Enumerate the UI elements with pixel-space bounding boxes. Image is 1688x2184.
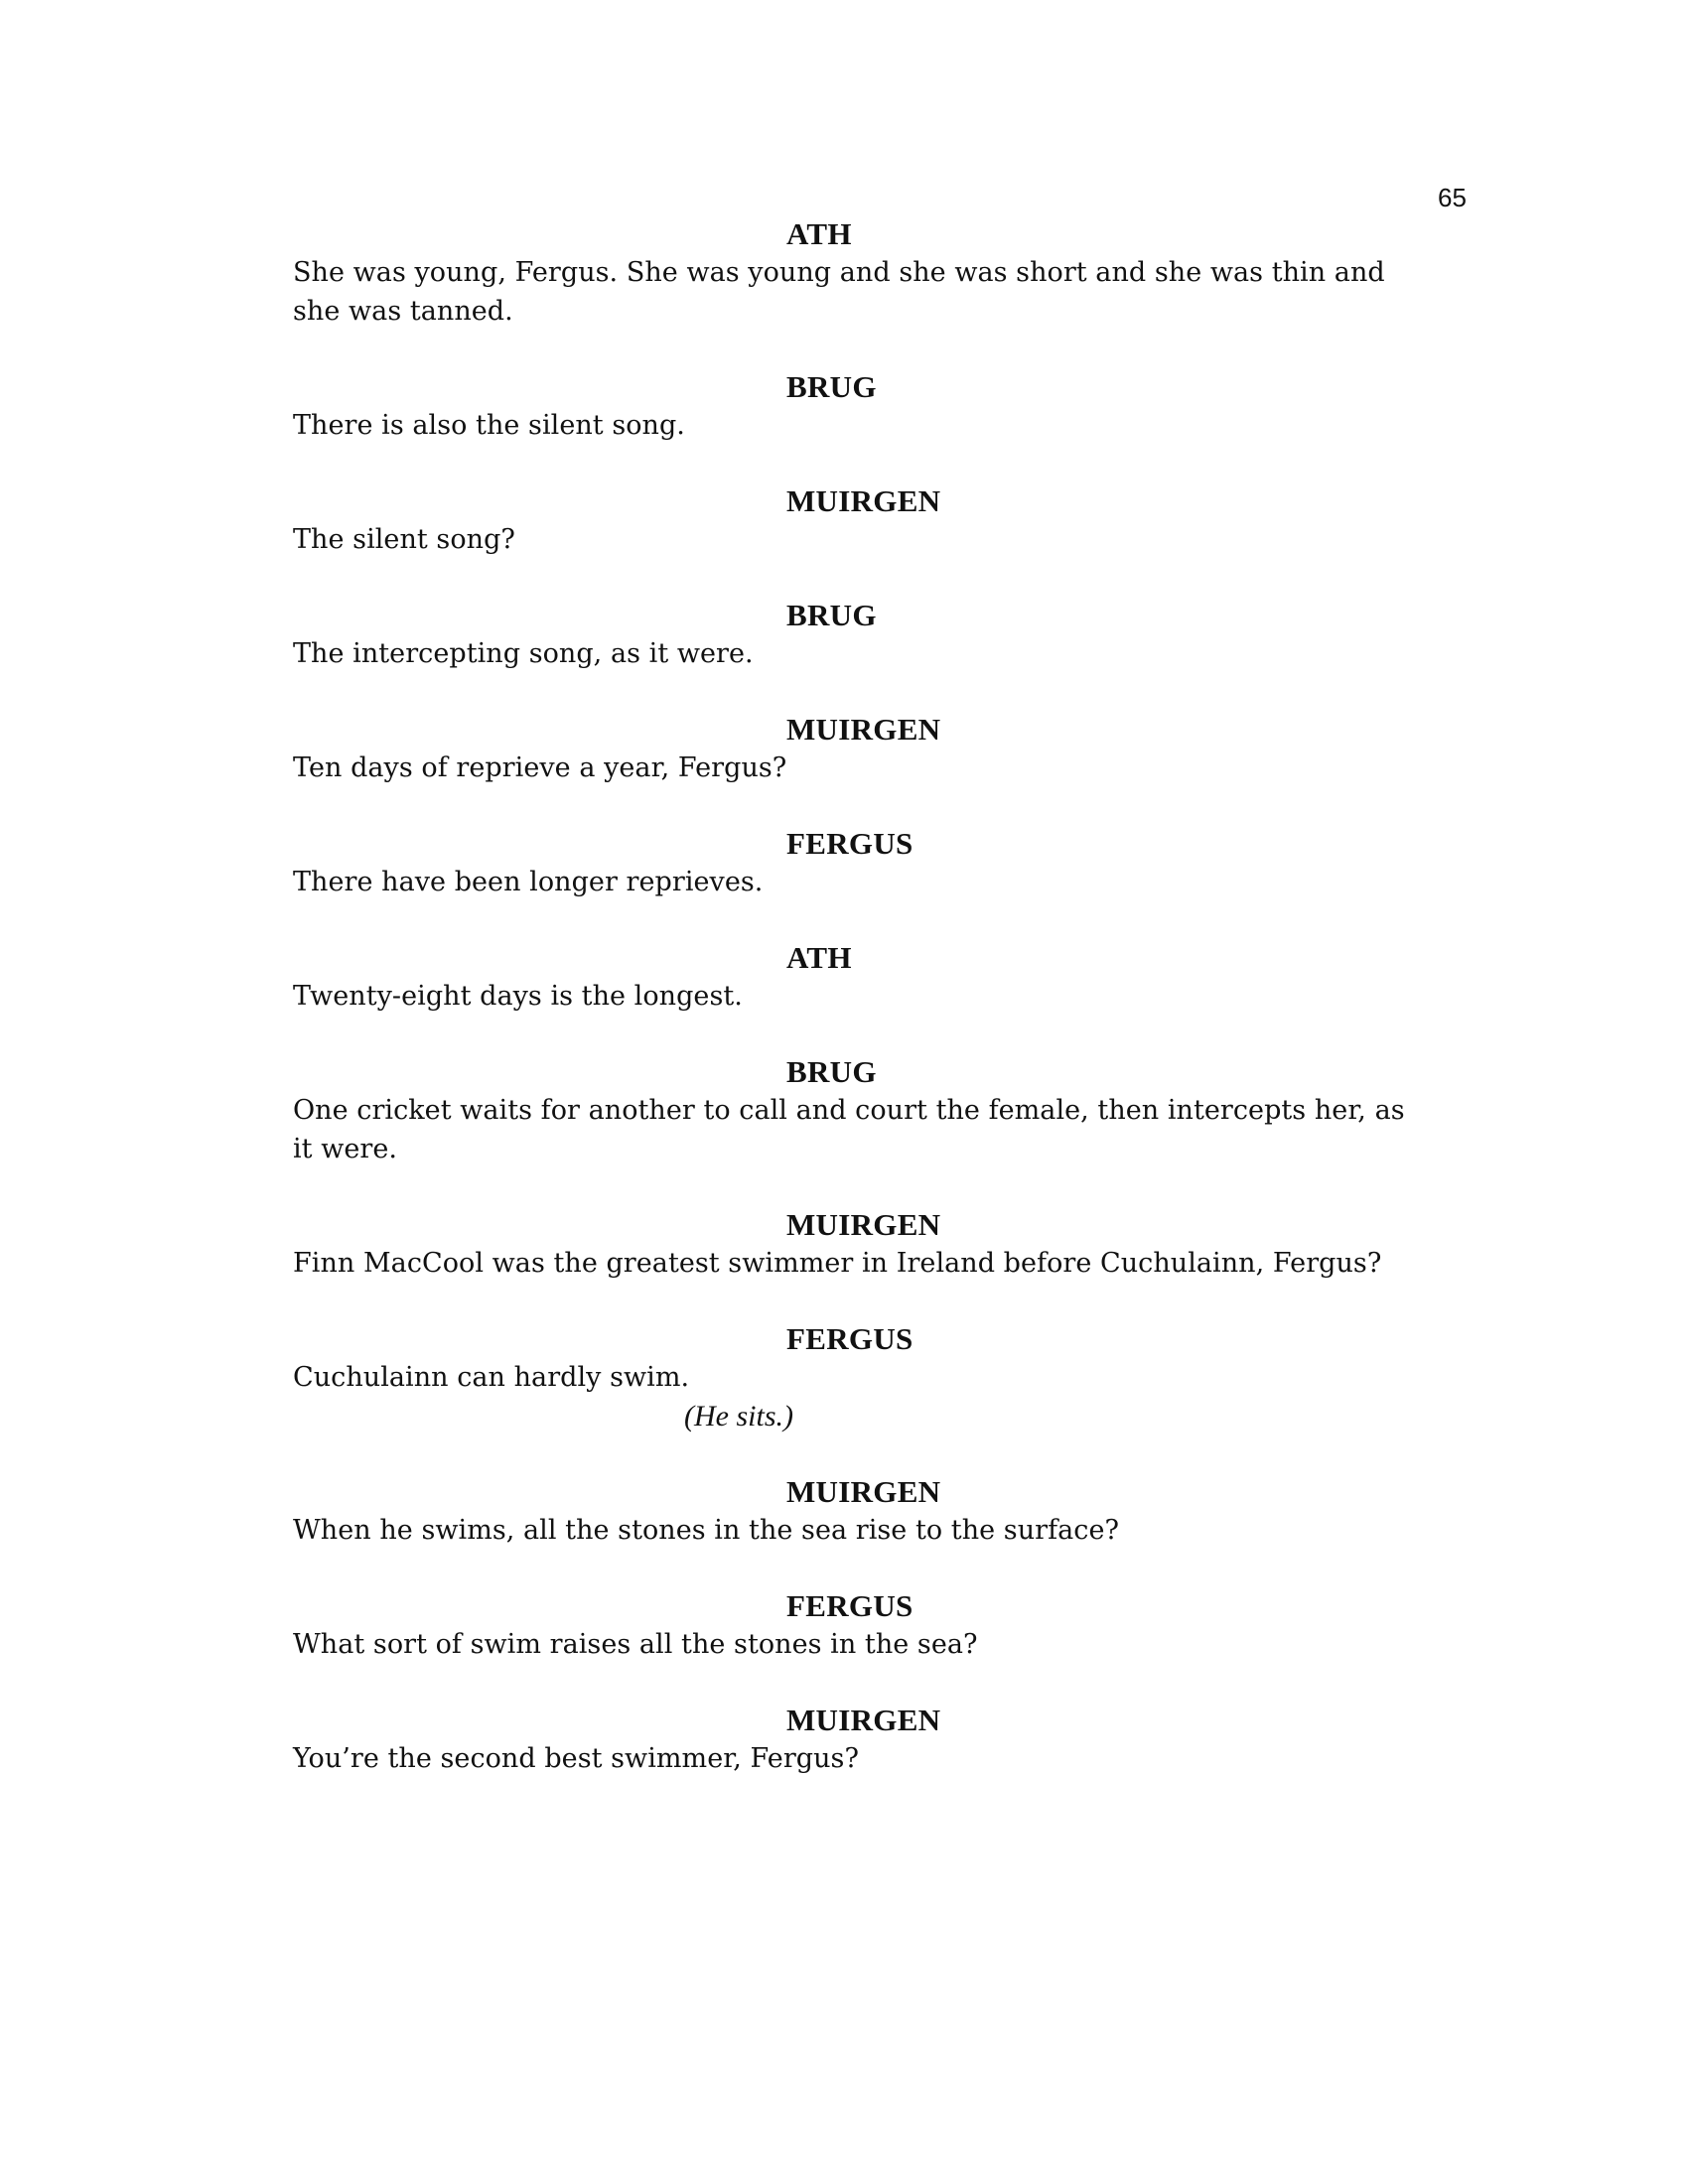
dialogue-block xyxy=(293,1472,1465,1550)
dialogue-line: You’re the second best swimmer, Fergus? xyxy=(293,1743,859,1774)
speaker-name: MUIRGEN xyxy=(786,1207,941,1242)
speaker-name: MUIRGEN xyxy=(786,1703,941,1737)
dialogue-line: Ten days of reprieve a year, Fergus? xyxy=(293,752,787,783)
speaker-name: ATH xyxy=(786,216,852,251)
speaker-name: FERGUS xyxy=(786,1588,914,1623)
speaker-name: BRUG xyxy=(786,598,877,632)
dialogue-line: The intercepting song, as it were. xyxy=(293,638,754,669)
dialogue-block xyxy=(293,1701,1465,1778)
dialogue-block xyxy=(293,1052,1465,1168)
dialogue-line: she was tanned. xyxy=(293,296,513,327)
dialogue-block xyxy=(293,214,1465,331)
dialogue-block xyxy=(293,1319,1465,1435)
speaker-name: MUIRGEN xyxy=(786,1474,941,1509)
dialogue-block xyxy=(293,1205,1465,1283)
speaker-name: ATH xyxy=(786,940,852,975)
dialogue-block xyxy=(293,710,1465,787)
stage-direction: (He sits.) xyxy=(684,1400,793,1433)
dialogue-section xyxy=(293,214,1465,1815)
speaker-name: BRUG xyxy=(786,369,877,404)
dialogue-block xyxy=(293,367,1465,445)
dialogue-line: She was young, Fergus. She was young and she was short and she was thin and xyxy=(293,257,1385,288)
dialogue-block xyxy=(293,938,1465,1016)
dialogue-block xyxy=(293,824,1465,901)
dialogue-line: What sort of swim raises all the stones in the sea? xyxy=(293,1629,978,1660)
dialogue-block xyxy=(293,1586,1465,1664)
dialogue-block xyxy=(293,596,1465,673)
dialogue-line: The silent song? xyxy=(293,524,515,555)
dialogue-line: Cuchulainn can hardly swim. xyxy=(293,1362,690,1393)
dialogue-block xyxy=(293,481,1465,559)
speaker-name: MUIRGEN xyxy=(786,712,941,747)
dialogue-line: When he swims, all the stones in the sea rise to the surface? xyxy=(293,1515,1120,1546)
page-number: 65 xyxy=(1438,183,1467,212)
dialogue-line: There is also the silent song. xyxy=(293,410,685,441)
dialogue-line: There have been longer reprieves. xyxy=(293,867,764,897)
dialogue-line: Twenty-eight days is the longest. xyxy=(293,981,743,1012)
speaker-name: MUIRGEN xyxy=(786,483,941,518)
speaker-name: FERGUS xyxy=(786,826,914,861)
speaker-name: BRUG xyxy=(786,1054,877,1089)
speaker-name: FERGUS xyxy=(786,1321,914,1356)
dialogue-line: it were. xyxy=(293,1134,398,1164)
dialogue-line: Finn MacCool was the greatest swimmer in Ireland before Cuchulainn, Fergus? xyxy=(293,1248,1382,1279)
dialogue-line: One cricket waits for another to call and court the female, then intercepts her, as xyxy=(293,1095,1405,1126)
